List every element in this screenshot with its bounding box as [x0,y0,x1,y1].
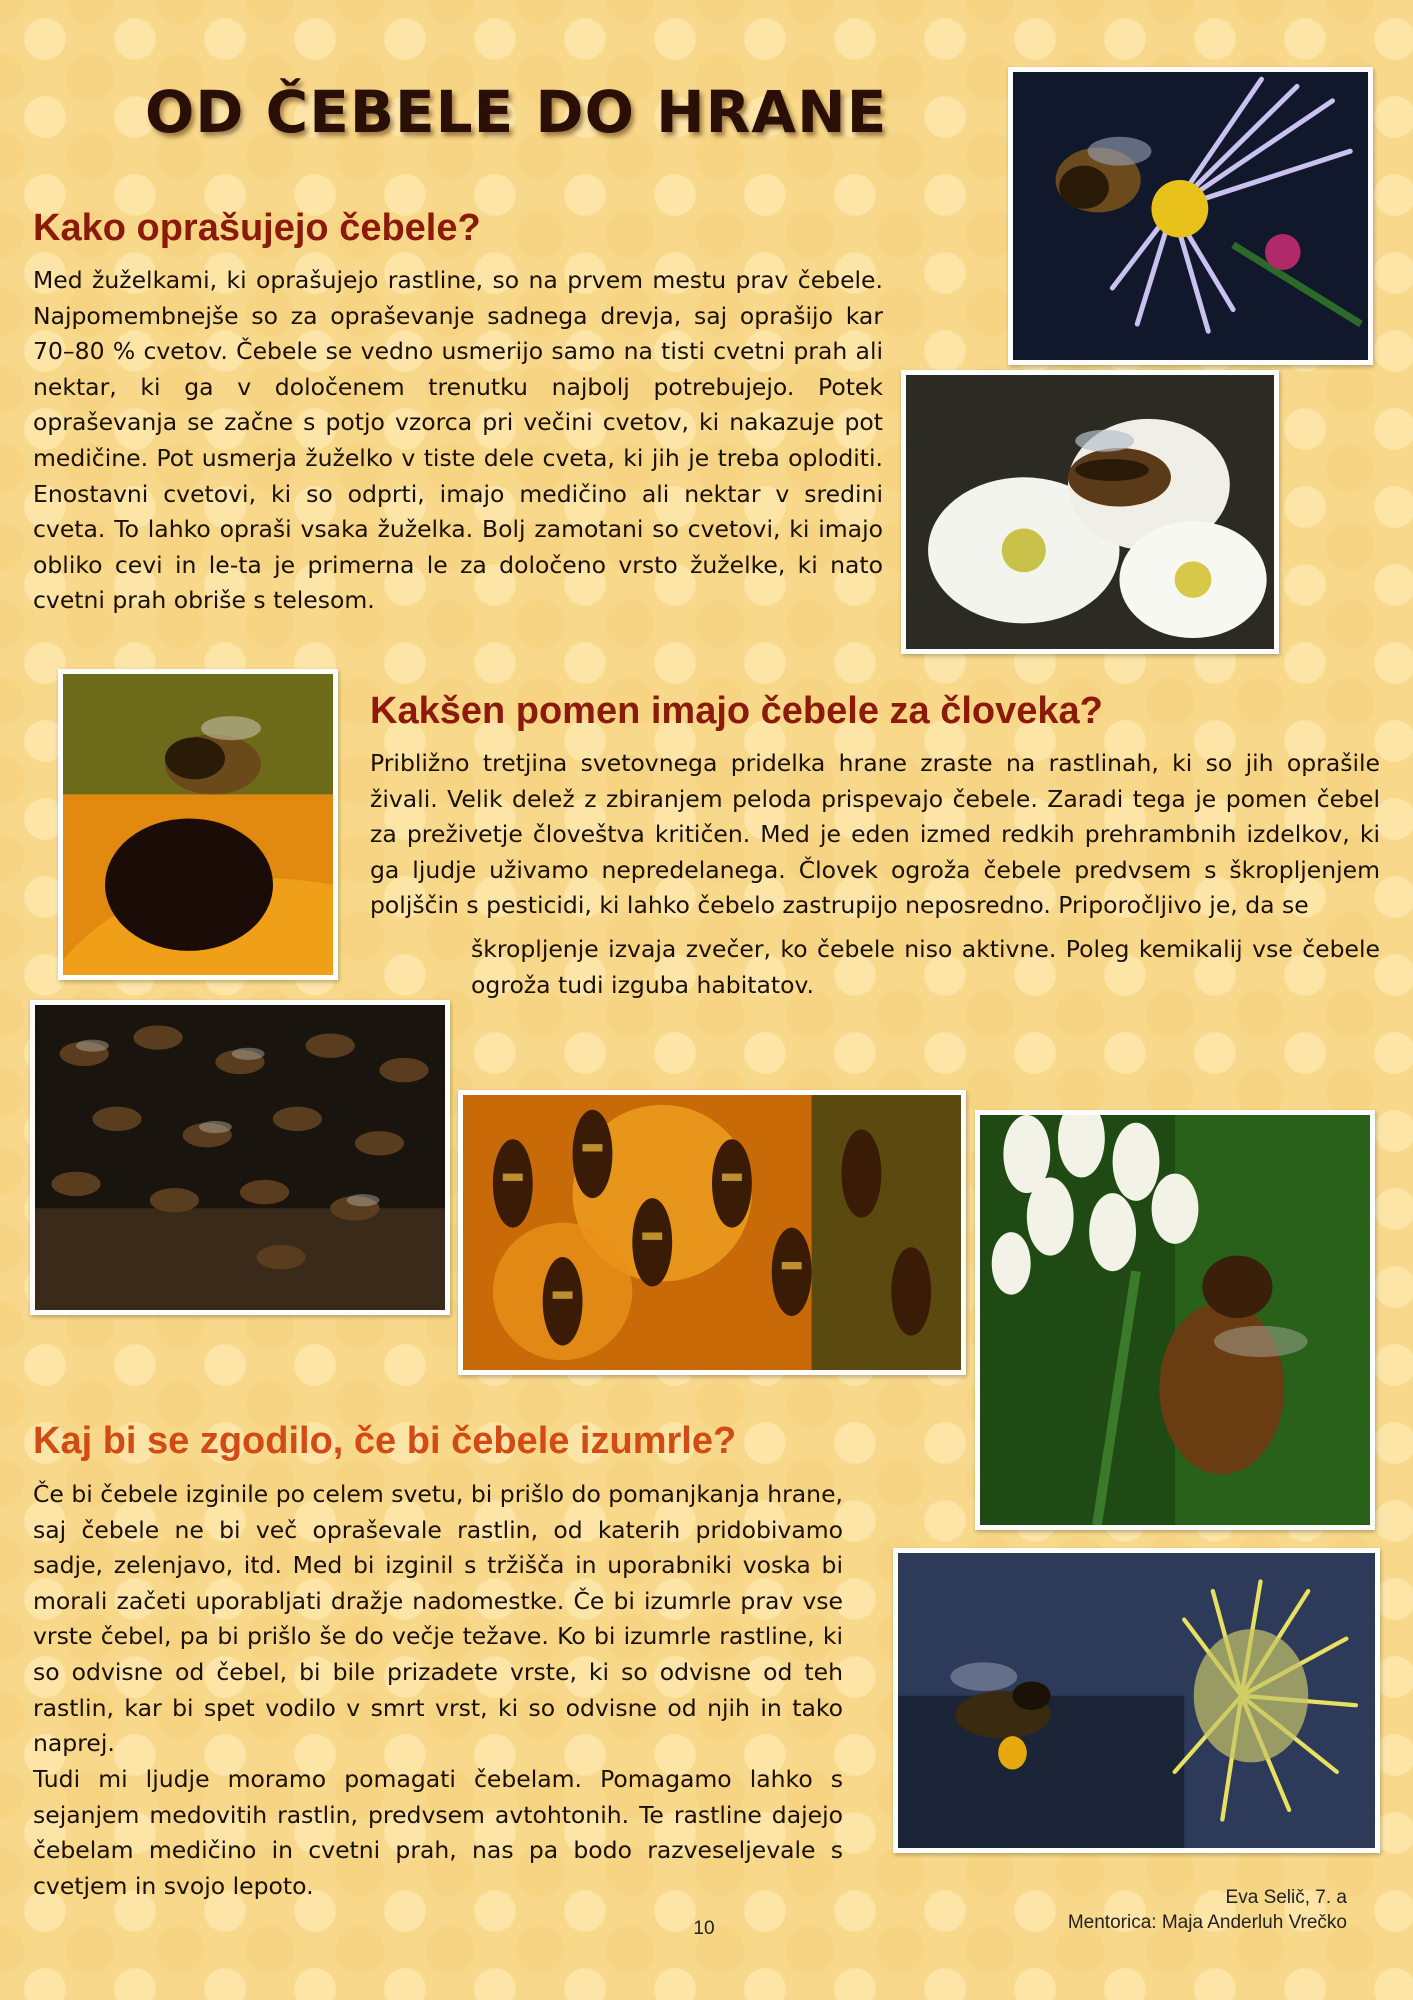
section-heading-pollination: Kako oprašujejo čebele? [33,207,481,249]
photo-bees-on-honeycomb [458,1090,966,1375]
page-title: OD ČEBELE DO HRANE [145,78,888,146]
section-text-importance-cont: škropljenje izvaja zvečer, ko čebele niso aktivne. Poleg kemikalij vse čebele ogroža tudi izguba habitatov. [471,935,1380,999]
section-heading-extinction: Kaj bi se zgodilo, če bi čebele izumrle? [33,1420,737,1462]
section-heading-importance: Kakšen pomen imajo čebele za človeka? [370,690,1103,732]
photo-bee-on-coneflower [58,669,338,980]
photo-bee-on-blossom [901,370,1279,654]
mentor-credit: Mentorica: Maja Anderluh Vrečko [1067,1912,1347,1933]
photo-bee-on-clover [975,1110,1375,1530]
section-text-extinction: Če bi čebele izginile po celem svetu, bi prišlo do pomanjkanja hrane, saj čebele ne bi več opraševale rastlin, od katerih pridobivamo sadje, zelenjavo, itd. Med bi izginil s tržišča in uporabniki voska bi morali začeti uporabljati dražje nadomestke. Če bi izumrle prav vse vrste čebel, pa bi prišlo še do večje težave. Ko bi izumrle rastline, ki so odvisne od čebel, bi bile prizadete vrste, ki so odvisne od teh rastlin, kar bi spet vodilo v smrt vrst, ki so odvisne od njih in tako naprej. [33,1480,843,1758]
photo-bee-flying-to-catkin [893,1548,1380,1853]
photo-bee-on-aster [1008,67,1373,365]
photo-bees-on-comb [30,1000,450,1315]
author-credit: Eva Selič, 7. a [1225,1887,1347,1908]
section-text-helping: Tudi mi ljudje moramo pomagati čebelam. Pomagamo lahko s sejanjem medovitih rastlin, predvsem avtohtonih. Te rastline dajejo čebelam medičino in cvetni prah, nas pa bodo razveseljevale s cvetjem in svojo lepoto. [33,1765,843,1900]
section-text-pollination: Med žuželkami, ki oprašujejo rastline, so na prvem mestu prav čebele. Najpomembnejše so za opraševanje sadnega drevja, saj oprašijo kar 70–80 % cvetov. Čebele se vedno usmerijo samo na tisti cvetni prah ali nektar, ki ga v določenem trenutku najbolj potrebujejo. Potek opraševanja se začne s potjo vzorca pri večini cvetov, ki nakazuje pot medičine. Pot usmerja žuželko v tiste dele cveta, ki jih je treba oploditi. Enostavni cvetovi, ki so odprti, imajo medičino ali nektar v sredini cveta. To lahko opraši vsaka žuželka. Bolj zamotani so cvetovi, ki imajo obliko cevi in le-ta je primerna le za določeno vrsto žuželke, ki nato cvetni prah obriše s telesom. [33,266,883,615]
page-number: 10 [693,1918,715,1939]
section-text-importance: Približno tretjina svetovnega pridelka hrane zraste na rastlinah, ki so jih oprašile živali. Velik delež z zbiranjem peloda prispevajo čebele. Zaradi tega je pomen čebel za preživetje človeštva kritičen. Med je eden izmed redkih prehrambnih izdelkov, ki ga ljudje uživamo nepredelanega. Človek ogroža čebele predvsem s škropljenjem poljščin s pesticidi, ki lahko čebelo zastrupijo neposredno. Priporočljivo je, da se [370,749,1380,920]
